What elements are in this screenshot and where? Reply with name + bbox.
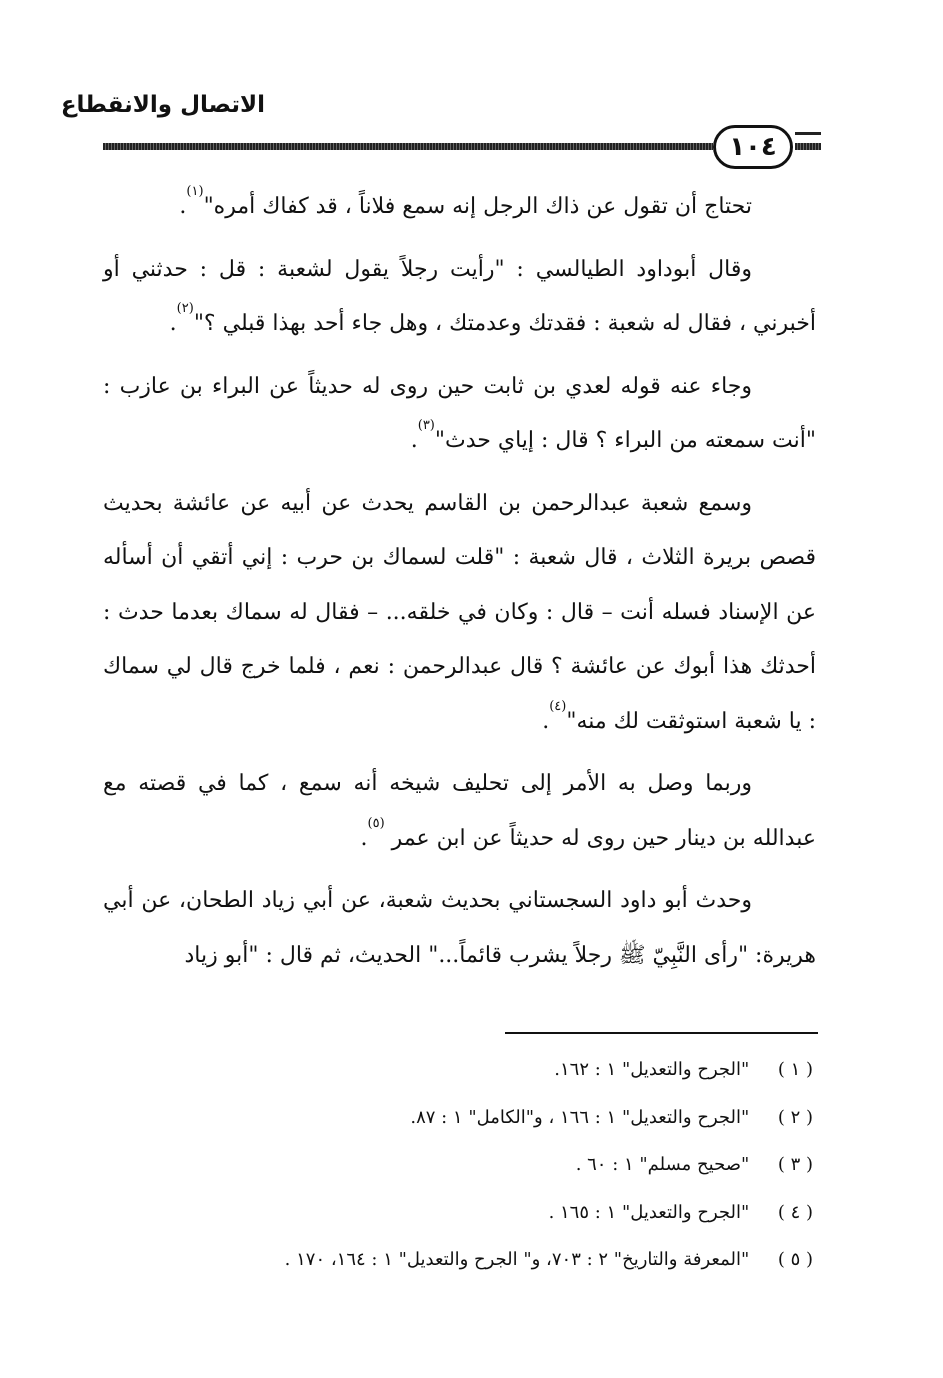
footnote-ref[interactable]: (١) xyxy=(186,184,204,199)
paragraph-2 xyxy=(103,243,816,352)
footnote-number: ( ٤ ) xyxy=(777,1201,813,1223)
footnote-number: ( ١ ) xyxy=(777,1059,813,1080)
footnote-item xyxy=(103,1141,813,1189)
paragraph-6 xyxy=(103,874,816,983)
paragraph-5 xyxy=(103,757,816,866)
footnote-ref[interactable]: (٣) xyxy=(417,418,435,433)
footnote-text: "المعرفة والتاريخ" ٢ : ٧٠٣، و" الجرح والتعديل" ١ : ١٦٤، ١٧٠ . xyxy=(284,1249,750,1270)
paragraph-4 xyxy=(103,477,816,750)
paragraph-text: وقال أبوداود الطيالسي : "رأيت رجلاً يقول لشعبة : قل : حدثني أو أخبرني ، فقال له شعبة : فقدتك وعدمتك ، وهل جاء أحد بهذا قبلي ؟" xyxy=(103,256,816,336)
footnote-text: "الجرح والتعديل" ١ : ١٦٢. xyxy=(554,1059,750,1080)
footnote-text: "صحيح مسلم" ١ : ٦٠ . xyxy=(575,1154,750,1175)
paragraph-text: وحدث أبو داود السجستاني بحديث شعبة، عن أبي زياد الطحان، عن أبي هريرة: "رأى النَّبِيّ ﷺ رجلاً يشرب قائماً..." الحديث، ثم قال : "أبو زياد xyxy=(103,888,816,968)
footnote-ref[interactable]: (٥) xyxy=(367,815,385,831)
paragraph-text: وربما وصل به الأمر إلى تحليف شيخه أنه سمع ، كما في قصته مع عبدالله بن دينار حين روى له حديثاً عن ابن عمر xyxy=(103,771,816,851)
footnote-item xyxy=(103,1189,813,1237)
footnote-item xyxy=(103,1236,813,1284)
paragraph-tail: . xyxy=(169,311,177,336)
footnote-number: ( ٢ ) xyxy=(777,1106,813,1128)
footnote-item xyxy=(103,1046,813,1094)
paragraph-tail: . xyxy=(542,708,550,734)
footnote-number: ( ٣ ) xyxy=(777,1154,813,1175)
paragraph-1 xyxy=(103,180,816,235)
paragraph-tail: . xyxy=(179,194,187,219)
paragraph-3 xyxy=(103,360,816,469)
header-rule-right xyxy=(795,143,821,150)
footnote-ref[interactable]: (٤) xyxy=(549,698,567,714)
footnote-ref[interactable]: (٢) xyxy=(176,301,194,316)
footnote-text: "الجرح والتعديل" ١ : ١٦٦ ، و"الكامل" ١ : ٨٧. xyxy=(410,1106,750,1128)
footnotes-list xyxy=(103,1046,813,1284)
footnote-number: ( ٥ ) xyxy=(777,1249,813,1270)
page-number: ١٠٤ xyxy=(713,125,793,169)
paragraph-text: وسمع شعبة عبدالرحمن بن القاسم يحدث عن أبيه عن عائشة بحديث قصص بريرة الثلاث ، قال شعبة : "قلت لسماك بن حرب : إني أتقي أن أسأله عن الإسناد فسله أنت – قال : وكان في خلقه... – فقال له سماك بعدما حدث : أحدثك هذا أبوك عن عائشة ؟ قال عبدالرحمن : نعم ، فلما خرج قال لي سماك : يا شعبة استوثقت لك منه" xyxy=(103,490,816,734)
paragraph-tail: . xyxy=(360,825,368,851)
footnote-text: "الجرح والتعديل" ١ : ١٦٥ . xyxy=(548,1201,750,1223)
paragraph-tail: . xyxy=(410,428,418,453)
footnote-item xyxy=(103,1094,813,1142)
running-title: الاتصال والانقطاع xyxy=(60,92,265,118)
header-rule-left xyxy=(103,143,713,150)
paragraph-text: وجاء عنه قوله لعدي بن ثابت حين روى له حديثاً عن البراء بن عازب : "أنت سمعته من البراء ؟ قال : إياي حدث" xyxy=(103,373,816,453)
footnote-separator xyxy=(505,1032,818,1034)
body-text xyxy=(103,180,816,991)
header-rule-top-right xyxy=(795,132,821,135)
paragraph-text: تحتاج أن تقول عن ذاك الرجل إنه سمع فلاناً ، قد كفاك أمره" xyxy=(203,194,752,219)
